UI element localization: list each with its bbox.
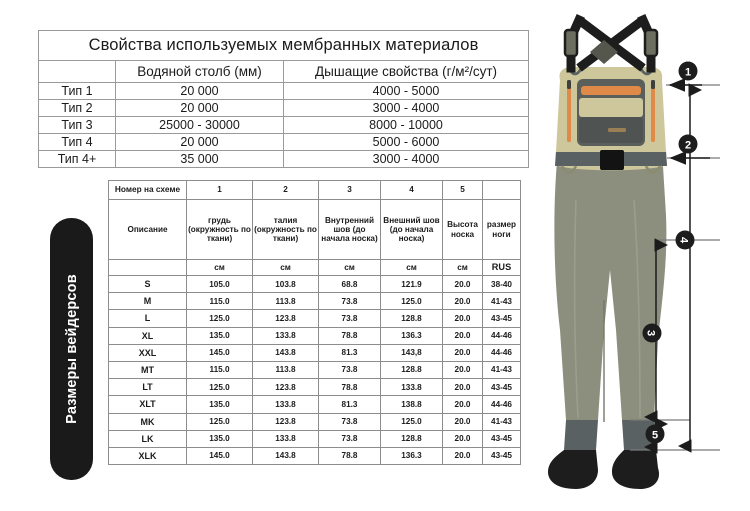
table2-description-sock-height: Высота носка	[443, 200, 483, 260]
table1-cell-breath: 3000 - 4000	[284, 100, 529, 117]
cell-sock-height: 20.0	[443, 379, 483, 396]
boots	[548, 450, 659, 489]
svg-text:5: 5	[651, 429, 659, 442]
table1-cell-water: 35 000	[116, 151, 284, 168]
cell-outseam: 136.3	[381, 327, 443, 344]
table-row	[109, 413, 521, 430]
marker-1	[679, 62, 698, 81]
table2-units-label	[109, 260, 187, 276]
cell-sock-height: 20.0	[443, 447, 483, 464]
table1-title-row	[39, 31, 529, 61]
table2-scheme-number: 3	[319, 181, 381, 200]
cell-chest: 145.0	[187, 344, 253, 361]
table1-header-row	[39, 61, 529, 83]
waders-illustration	[530, 0, 750, 511]
cell-chest: 135.0	[187, 430, 253, 447]
cell-foot-size: 41-43	[483, 293, 521, 310]
cell-sock-height: 20.0	[443, 396, 483, 413]
cell-waist: 133.8	[253, 430, 319, 447]
table-row	[109, 396, 521, 413]
table2-description-label: Описание	[109, 200, 187, 260]
cell-outseam: 128.8	[381, 361, 443, 378]
table-row	[109, 310, 521, 327]
table-row	[39, 100, 529, 117]
cell-foot-size: 43-45	[483, 310, 521, 327]
cell-outseam: 138.8	[381, 396, 443, 413]
cell-chest: 115.0	[187, 361, 253, 378]
cell-outseam: 128.8	[381, 430, 443, 447]
cell-waist: 113.8	[253, 293, 319, 310]
cell-sock-height: 20.0	[443, 361, 483, 378]
cell-waist: 123.8	[253, 310, 319, 327]
table2-description-outseam: Внешний шов (до начала носка)	[381, 200, 443, 260]
marker-4	[676, 231, 695, 250]
table1-header-blank	[39, 61, 116, 83]
table2-unit-rus: RUS	[483, 260, 521, 276]
cell-waist: 143.8	[253, 447, 319, 464]
membrane-properties-table-wrapper	[38, 30, 528, 168]
wader-sizes-table-wrapper	[108, 180, 520, 465]
marker-2	[679, 135, 698, 154]
cell-sock-height: 20.0	[443, 276, 483, 293]
size-label: XLK	[109, 447, 187, 464]
cell-waist: 123.8	[253, 379, 319, 396]
cell-chest: 145.0	[187, 447, 253, 464]
cell-chest: 105.0	[187, 276, 253, 293]
marker-5	[646, 425, 665, 444]
table1-row-label: Тип 4+	[39, 151, 116, 168]
table2-scheme-number: 5	[443, 181, 483, 200]
table2-description-foot-size: размер ноги	[483, 200, 521, 260]
size-label: XL	[109, 327, 187, 344]
svg-text:1: 1	[684, 66, 692, 79]
table1-cell-breath: 3000 - 4000	[284, 151, 529, 168]
cell-chest: 135.0	[187, 396, 253, 413]
waders-sizes-badge-label: Размеры вейдерсов	[63, 274, 80, 424]
size-label: MT	[109, 361, 187, 378]
cell-waist: 113.8	[253, 361, 319, 378]
table2-description-row	[109, 200, 521, 260]
cell-inseam: 78.8	[319, 447, 381, 464]
waders-legs	[554, 150, 666, 422]
cell-waist: 133.8	[253, 396, 319, 413]
table-row	[39, 134, 529, 151]
table2-units-row	[109, 260, 521, 276]
boot-cuffs	[564, 420, 659, 450]
cell-outseam: 125.0	[381, 413, 443, 430]
table1-row-label: Тип 3	[39, 117, 116, 134]
table2-description-waist: талия (окружность по ткани)	[253, 200, 319, 260]
table2-unit: см	[319, 260, 381, 276]
table1-row-label: Тип 4	[39, 134, 116, 151]
table1-cell-breath: 8000 - 10000	[284, 117, 529, 134]
table1-row-label: Тип 2	[39, 100, 116, 117]
table-row	[109, 344, 521, 361]
size-label: LT	[109, 379, 187, 396]
cell-foot-size: 41-43	[483, 413, 521, 430]
cell-foot-size: 43-45	[483, 430, 521, 447]
cell-chest: 135.0	[187, 327, 253, 344]
cell-outseam: 133.8	[381, 379, 443, 396]
table1-header-breathability: Дышащие свойства (г/м²/сут)	[284, 61, 529, 83]
svg-text:4: 4	[677, 236, 690, 244]
cell-foot-size: 41-43	[483, 361, 521, 378]
cell-inseam: 73.8	[319, 310, 381, 327]
table2-description-inseam: Внутренний шов (до начала носка)	[319, 200, 381, 260]
cell-inseam: 68.8	[319, 276, 381, 293]
svg-text:3: 3	[644, 329, 657, 337]
cell-inseam: 81.3	[319, 344, 381, 361]
table1-cell-breath: 5000 - 6000	[284, 134, 529, 151]
table1-row-label: Тип 1	[39, 83, 116, 100]
cell-foot-size: 43-45	[483, 379, 521, 396]
cell-inseam: 81.3	[319, 396, 381, 413]
cell-outseam: 143,8	[381, 344, 443, 361]
cell-foot-size: 43-45	[483, 447, 521, 464]
cell-waist: 103.8	[253, 276, 319, 293]
cell-sock-height: 20.0	[443, 310, 483, 327]
table1-cell-water: 25000 - 30000	[116, 117, 284, 134]
suspenders	[565, 20, 657, 68]
cell-inseam: 73.8	[319, 413, 381, 430]
cell-chest: 125.0	[187, 413, 253, 430]
cell-chest: 125.0	[187, 310, 253, 327]
table2-unit: см	[381, 260, 443, 276]
table1-cell-water: 20 000	[116, 134, 284, 151]
chest-pocket	[577, 79, 645, 146]
table-row	[109, 293, 521, 310]
table1-cell-water: 20 000	[116, 83, 284, 100]
table-row	[109, 379, 521, 396]
cell-inseam: 78.8	[319, 327, 381, 344]
marker-3	[643, 324, 662, 343]
size-label: XLT	[109, 396, 187, 413]
cell-inseam: 73.8	[319, 293, 381, 310]
table1-cell-breath: 4000 - 5000	[284, 83, 529, 100]
table2-scheme-number: 4	[381, 181, 443, 200]
table-row	[109, 430, 521, 447]
waders-sizes-badge	[50, 218, 93, 480]
cell-sock-height: 20.0	[443, 430, 483, 447]
cell-waist: 133.8	[253, 327, 319, 344]
table-row	[39, 151, 529, 168]
cell-waist: 143.8	[253, 344, 319, 361]
membrane-properties-table	[38, 30, 529, 168]
size-label: S	[109, 276, 187, 293]
cell-inseam: 78.8	[319, 379, 381, 396]
cell-sock-height: 20.0	[443, 413, 483, 430]
table-row	[39, 117, 529, 134]
size-label: L	[109, 310, 187, 327]
table2-unit: см	[253, 260, 319, 276]
cell-sock-height: 20.0	[443, 344, 483, 361]
cell-sock-height: 20.0	[443, 327, 483, 344]
cell-chest: 125.0	[187, 379, 253, 396]
size-label: LK	[109, 430, 187, 447]
table1-title: Свойства используемых мембранных материалов	[39, 31, 529, 61]
table-row	[109, 276, 521, 293]
cell-chest: 115.0	[187, 293, 253, 310]
table1-cell-water: 20 000	[116, 100, 284, 117]
table2-scheme-label: Номер на схеме	[109, 181, 187, 200]
table-row	[109, 447, 521, 464]
size-label: XXL	[109, 344, 187, 361]
svg-text:2: 2	[684, 139, 692, 152]
table2-scheme-number-row	[109, 181, 521, 200]
size-label: MK	[109, 413, 187, 430]
table2-scheme-number: 1	[187, 181, 253, 200]
cell-foot-size: 44-46	[483, 327, 521, 344]
cell-outseam: 121.9	[381, 276, 443, 293]
table2-scheme-number: 2	[253, 181, 319, 200]
cell-inseam: 73.8	[319, 361, 381, 378]
table-row	[109, 327, 521, 344]
cell-sock-height: 20.0	[443, 293, 483, 310]
table2-scheme-number-blank	[483, 181, 521, 200]
size-label: M	[109, 293, 187, 310]
table2-unit: см	[187, 260, 253, 276]
cell-waist: 123.8	[253, 413, 319, 430]
cell-outseam: 125.0	[381, 293, 443, 310]
table2-description-chest: грудь (окружность по ткани)	[187, 200, 253, 260]
cell-outseam: 136.3	[381, 447, 443, 464]
table1-header-water-column: Водяной столб (мм)	[116, 61, 284, 83]
table-row	[39, 83, 529, 100]
cell-foot-size: 44-46	[483, 396, 521, 413]
cell-foot-size: 44-46	[483, 344, 521, 361]
table2-unit: см	[443, 260, 483, 276]
table-row	[109, 361, 521, 378]
cell-outseam: 128.8	[381, 310, 443, 327]
wader-sizes-table	[108, 180, 521, 465]
cell-inseam: 73.8	[319, 430, 381, 447]
cell-foot-size: 38-40	[483, 276, 521, 293]
